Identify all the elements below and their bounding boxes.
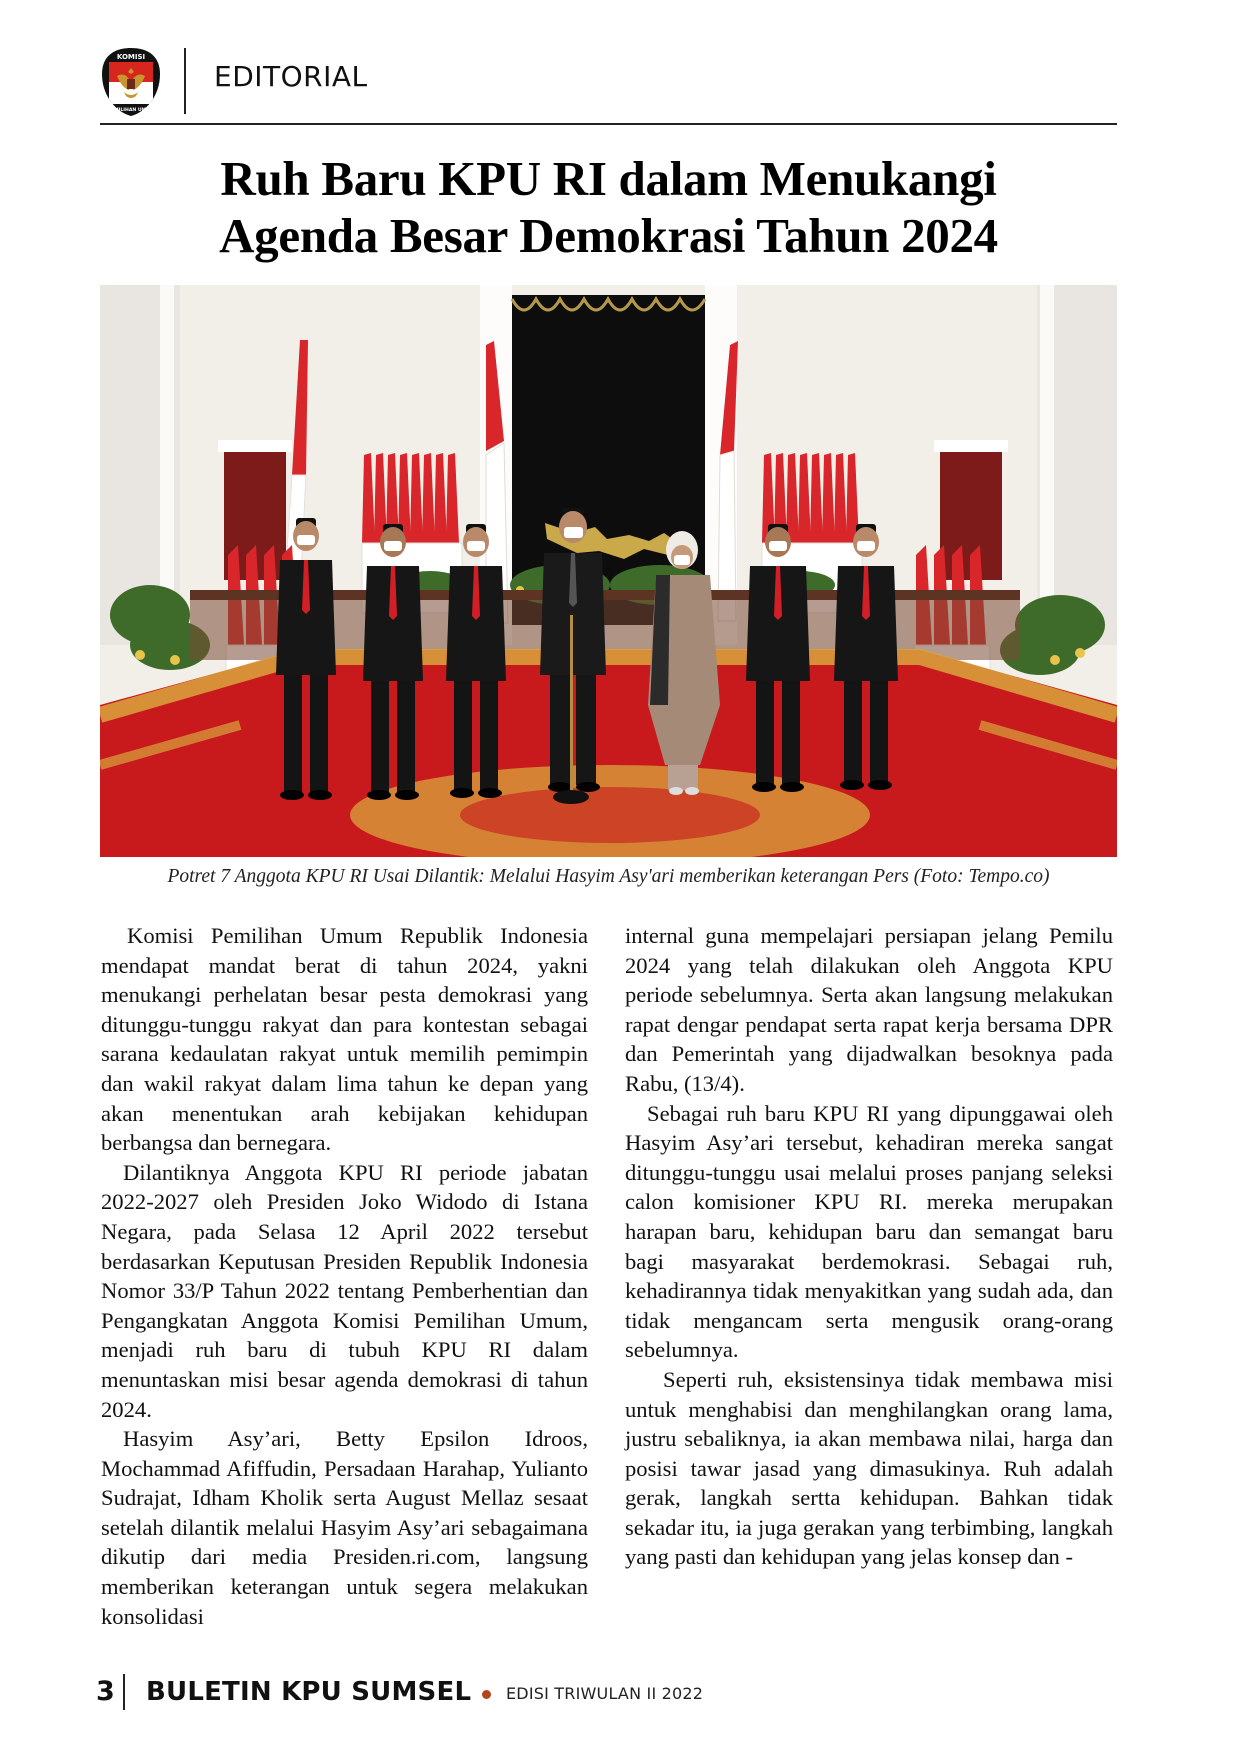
article-title-line-2: Agenda Besar Demokrasi Tahun 2024 bbox=[219, 208, 998, 263]
header-divider bbox=[184, 48, 186, 114]
paragraph: Sebagai ruh baru KPU RI yang dipunggawai oleh Hasyim Asy’ari tersebut, kehadiran mereka sangat ditunggu-tunggu usai melalui proses panjang seleksi calon komisioner KPU RI. mereka merupakan harapan baru, kehidupan baru dan semangat baru bagi masyarakat berdemokrasi. Sebagai ruh, kehadirannya tidak menyakitkan yang sudah ada, dan tidak mengancam serta mengusik orang-orang sebelumnya. bbox=[625, 1100, 1113, 1363]
paragraph: Dilantiknya Anggota KPU RI periode jabatan 2022-2027 oleh Presiden Joko Widodo di Istana Negara, pada Selasa 12 April 2022 tersebut berdasarkan Keputusan Presiden Republik Indonesia Nomor 33/P Tahun 2022 tentang Pemberhentian dan Pengangkatan Anggota Komisi Pemilihan Umum, menjadi ruh baru di tubuh KPU RI dalam menuntaskan misi besar agenda demokrasi di tahun 2024. bbox=[101, 1159, 588, 1422]
photo-caption: Potret 7 Anggota KPU RI Usai Dilantik: Melalui Hasyim Asy'ari memberikan keterangan Pers (Foto: Tempo.co) bbox=[167, 866, 1050, 887]
kpu-logo-icon bbox=[100, 46, 162, 118]
footer-dot-icon bbox=[482, 1690, 491, 1699]
page-header bbox=[100, 42, 1117, 122]
section-label: EDITORIAL bbox=[214, 60, 368, 93]
paragraph: internal guna mempelajari persiapan jelang Pemilu 2024 yang telah dilakukan oleh Anggota KPU periode sebelumnya. Serta akan langsung melakukan rapat dengar pendapat serta rapat kerja bersama DPR dan Pemerintah yang dijadwalkan besoknya pada Rabu, (13/4). bbox=[625, 923, 1113, 1096]
page-footer bbox=[96, 1672, 796, 1716]
article-column-left bbox=[101, 921, 588, 1631]
bulletin-name: BULETIN KPU SUMSEL bbox=[146, 1677, 472, 1707]
logo-text-top: KOMISI bbox=[116, 53, 146, 61]
logo-text-bottom: PEMILIHAN UMUM bbox=[107, 108, 155, 113]
footer-divider bbox=[123, 1674, 125, 1710]
paragraph: Hasyim Asy’ari, Betty Epsilon Idroos, Mochammad Afiffudin, Persadaan Harahap, Yulianto Sudrajat, Idham Kholik serta August Mellaz sesaat setelah dilantik melalui Hasyim Asy’ari sebagaimana dikutip dari media Presiden.ri.com, langsung memberikan keterangan untuk segera melakukan konsolidasi bbox=[101, 1426, 588, 1629]
article-title-line-1: Ruh Baru KPU RI dalam Menukangi bbox=[220, 151, 997, 206]
paragraph: Komisi Pemilihan Umum Republik Indonesia mendapat mandat berat di tahun 2024, yakni menukangi perhelatan besar pesta demokrasi yang ditunggu-tunggu rakyat dan para kontestan sebagai sarana kedaulatan rakyat untuk memilih pemimpin dan wakil rakyat dalam lima tahun ke depan yang akan menentukan arah kebijakan kehidupan berbangsa dan bernegara. bbox=[101, 923, 588, 1156]
paragraph: Seperti ruh, eksistensinya tidak membawa misi untuk menghabisi dan menghilangkan orang lama, justru sebaliknya, ia akan membawa nilai, harga dan posisi tawar jasad yang dimasukinya. Ruh adalah gerak, langkah sertta kehidupan. Bahkan tidak sekadar itu, ia juga gerakan yang terbimbing, langkah yang pasti dan kehidupan yang jelas konsep dan - bbox=[625, 1366, 1113, 1570]
article-column-right bbox=[625, 921, 1113, 1572]
article-photo bbox=[100, 285, 1117, 857]
header-rule bbox=[100, 123, 1117, 125]
article-title bbox=[100, 150, 1117, 264]
group-photo-icon bbox=[100, 285, 1117, 857]
edition-label: EDISI TRIWULAN II 2022 bbox=[506, 1684, 704, 1703]
page-number: 3 bbox=[96, 1676, 115, 1707]
